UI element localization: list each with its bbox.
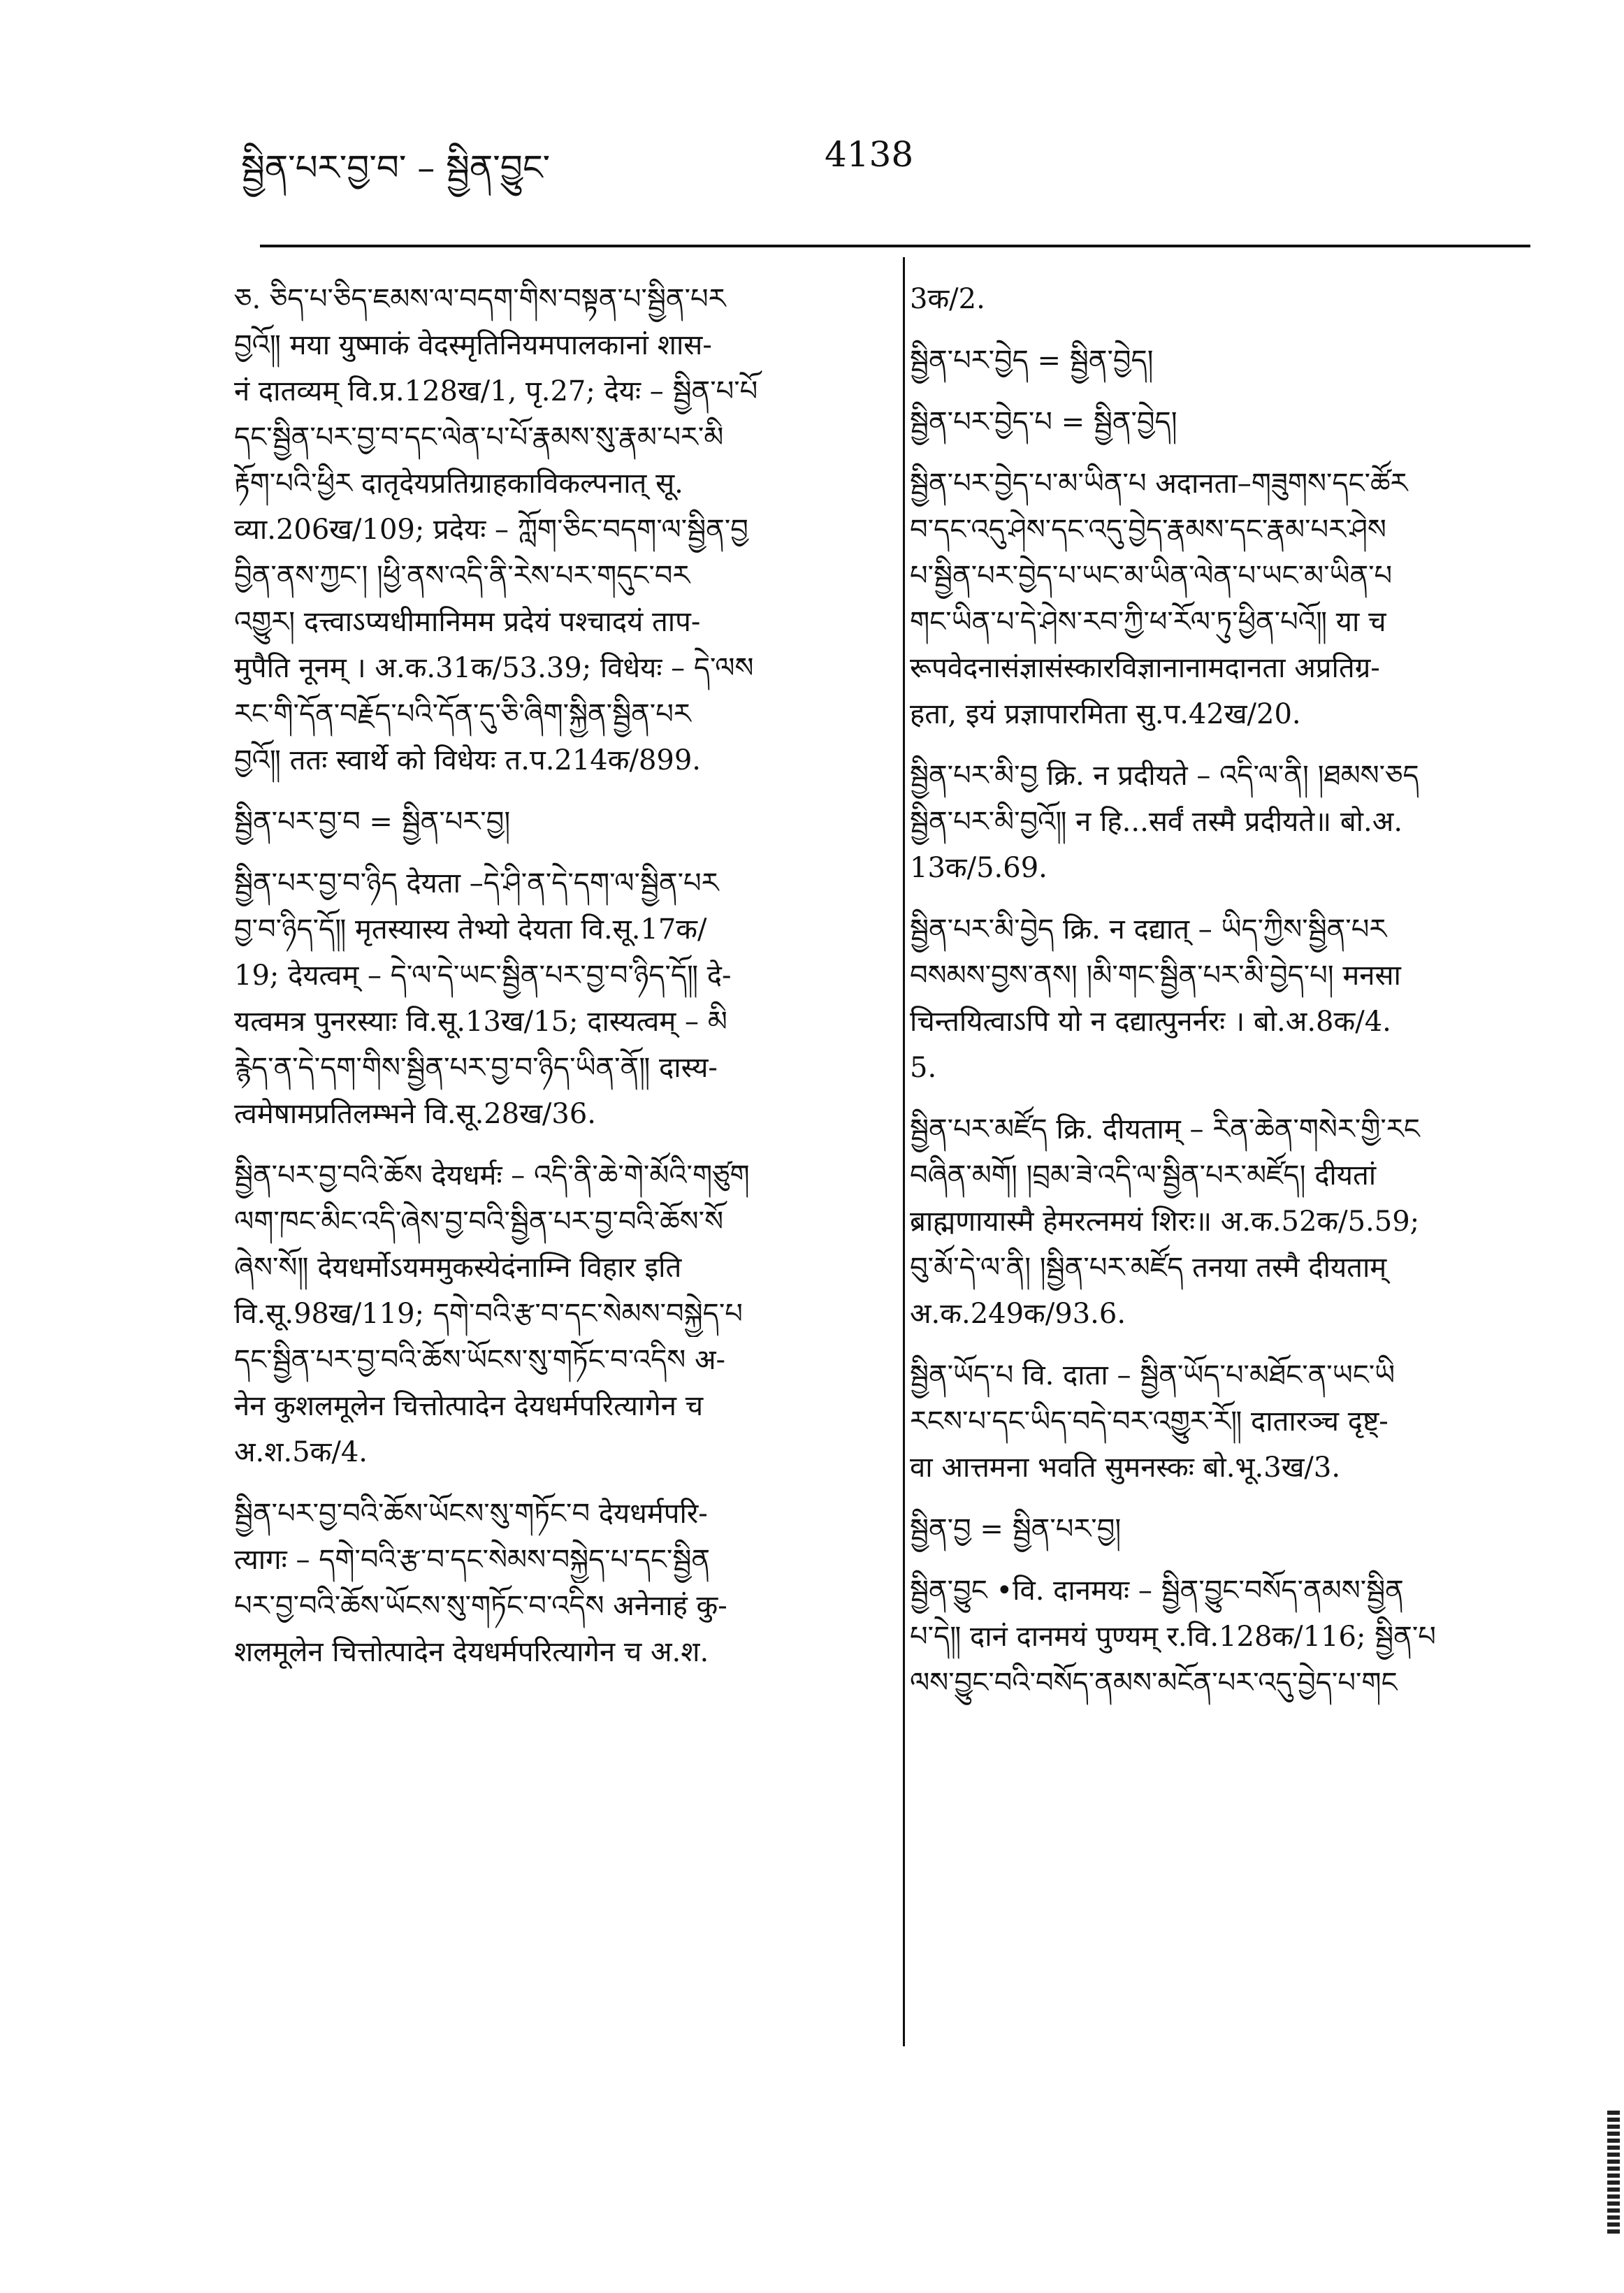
- entry-line: 19; देयत्वम् – དེ་ལ་དེ་ཡང་སྦྱིན་པར་བྱ་བ་ཉིད་དོ༎ दे-: [234, 960, 732, 992]
- entry-line: मुपैति नूनम् । अ.क.31क/53.39; विधेयः – དེ་ལས: [234, 652, 754, 684]
- entry-line: བྱ་བ་ཉིད་དོ༎ मृतस्यास्य तेभ्यो देयता वि.सू.17क/: [234, 913, 707, 946]
- entry-line: ལས་བྱུང་བའི་བསོད་ནམས་མངོན་པར་འདུ་བྱེད་པ་གང: [910, 1667, 1398, 1699]
- header-rule: [260, 245, 1530, 247]
- entry-line: नं दातव्यम् वि.प्र.128ख/1, पृ.27; देयः – སྦྱིན་པ་པོ: [234, 375, 758, 407]
- right-column: [910, 276, 1542, 1721]
- entry-line: 3क/2.: [910, 283, 985, 315]
- entry-line: པ་སྦྱིན་པར་བྱེད་པ་ཡང་མ་ཡིན་ལེན་པ་ཡང་མ་ཡིན་པ: [910, 560, 1393, 592]
- entry-line: वि.सू.98ख/119; དགེ་བའི་རྩ་བ་དང་སེམས་བསྐྱེད་པ: [234, 1298, 743, 1330]
- entry-line: པར་བྱ་བའི་ཆོས་ཡོངས་སུ་གཏོང་བ་འདིས अनेनाहं कु-: [234, 1590, 727, 1622]
- entry-line: པ་དེ༎ दानं दानमयं पुण्यम् र.वि.128क/116; སྦྱིན་པ: [910, 1621, 1436, 1653]
- entry-line: हता, इयं प्रज्ञापारमिता सु.प.42ख/20.: [910, 698, 1301, 730]
- entry-line: སྦྱིན་བྱ = སྦྱིན་པར་བྱ།: [910, 1513, 1122, 1545]
- entry-line: ཞེས་སོ༎ देयधर्मोऽयममुकस्येदंनाम्नि विहार इति: [234, 1252, 682, 1284]
- entry-line: ब्राह्मणायास्मै हेमरत्नमयं शिरः॥ अ.क.52क/5.59;: [910, 1206, 1420, 1238]
- column-rule: [903, 257, 905, 2046]
- dictionary-entry: [910, 461, 1542, 737]
- entry-line: རང་གི་དོན་བརྗོད་པའི་དོན་དུ་ཅི་ཞིག་སྐྱིན་སྦྱིན་པར: [234, 698, 691, 730]
- entry-line: བ་དང་འདུ་ཤེས་དང་འདུ་བྱེད་རྣམས་དང་རྣམ་པར་ཤེས: [910, 514, 1386, 546]
- dictionary-entry: [910, 399, 1542, 445]
- entry-line: དང་སྦྱིན་པར་བྱ་བ་དང་ལེན་པ་པོ་རྣམས་སུ་རྣམ་པར་མི: [234, 421, 724, 454]
- entry-line: ལག་ཁང་མིང་འདི་ཞེས་བྱ་བའི་སྦྱིན་པར་བྱ་བའི་ཆོས་སོ: [234, 1206, 724, 1238]
- entry-line: བྱིན་ནས་ཀྱང་། །ཕྱི་ནས་འདི་ནི་རེས་པར་གདུང་བར: [234, 560, 690, 592]
- dictionary-entry: [234, 1491, 887, 1675]
- entry-line: त्यागः – དགེ་བའི་རྩ་བ་དང་སེམས་བསྐྱེད་པ་དང་སྦྱིན: [234, 1544, 711, 1576]
- entry-line: དང་སྦྱིན་པར་བྱ་བའི་ཆོས་ཡོངས་སུ་གཏོང་བ་འདིས अ-: [234, 1344, 726, 1376]
- entry-line: སྦྱིན་པར་མཛོད क्रि. दीयताम् – རིན་ཆེན་གསེར་གྱི་རང: [910, 1113, 1420, 1145]
- entry-line: སྦྱིན་པར་བྱེད = སྦྱིན་བྱེད།: [910, 345, 1154, 377]
- entry-line: བྱའོ༎ मया युष्माकं वेदस्मृतिनियमपालकानां शास-: [234, 329, 712, 361]
- entry-line: रूपवेदनासंज्ञासंस्कारविज्ञानानामदानता अप्रतिग्र-: [910, 652, 1380, 684]
- dictionary-entry: [910, 753, 1542, 891]
- dictionary-entry: [910, 338, 1542, 384]
- entry-line: शलमूलेन चित्तोत्पादेन देयधर्मपरित्यागेन च अ.श.: [234, 1636, 709, 1668]
- entry-line: འགྱུར། दत्त्वाऽप्यधीमानिमम प्रदेयं पश्चादयं ताप-: [234, 606, 701, 638]
- entry-line: རངས་པ་དང་ཡིད་བདེ་བར་འགྱུར་རོ༎ दातारञ्च दृष्ट्-: [910, 1405, 1389, 1438]
- entry-line: བསམས་བྱས་ནས། །མི་གང་སྦྱིན་པར་མི་བྱེད་པ། मनसा: [910, 960, 1401, 992]
- entry-line: སྦྱིན་ཡོད་པ वि. दाता – སྦྱིན་ཡོད་པ་མཐོང་ན་ཡང་ཡི: [910, 1359, 1395, 1391]
- dictionary-entry: [910, 1106, 1542, 1337]
- entry-line: རྟོག་པའི་ཕྱིར दातृदेयप्रतिग्राहकाविकल्पनात् सू.: [234, 468, 683, 500]
- entry-line: སྦྱིན་པར་མི་བྱའོ༎ न हि...सर्वं तस्मै प्रदीयते॥ बो.अ.: [910, 806, 1403, 838]
- entry-line: སྦྱིན་པར་མི་བྱ क्रि. न प्रदीयते – འདི་ལ་ནི། །ཐམས་ཅད: [910, 760, 1419, 792]
- entry-line: སྦྱིན་པར་བྱེད་པ = སྦྱིན་བྱེད།: [910, 406, 1177, 438]
- left-column: [234, 276, 887, 1691]
- dictionary-entry: [910, 1506, 1542, 1552]
- dictionary-entry: [234, 1152, 887, 1475]
- entry-line: སྦྱིན་པར་བྱ་བའི་ཆོས देयधर्मः – འདི་ནི་ཆེ་གེ་མོའི་གཙུག: [234, 1159, 750, 1192]
- entry-line: སྦྱིན་པར་བྱ་བ་ཉིད देयता –དེ་ཤི་ན་དེ་དག་ལ་སྦྱིན་པར: [234, 867, 719, 899]
- entry-line: གང་ཡིན་པ་དེ་ཤེས་རབ་ཀྱི་ཕ་རོལ་ཏུ་ཕྱིན་པའོ༎ या च: [910, 606, 1386, 638]
- entry-line: བུ་མོ་དེ་ལ་ནི། །སྦྱིན་པར་མཛོད तनया तस्मै दीयताम्: [910, 1252, 1387, 1284]
- dictionary-entry: [234, 276, 887, 783]
- entry-line: སྦྱིན་པར་བྱ་བའི་ཆོས་ཡོངས་སུ་གཏོང་བ देयधर्मपरि-: [234, 1498, 708, 1530]
- entry-line: བྱའོ༎ ततः स्वार्थे को विधेयः त.प.214क/899.: [234, 744, 702, 776]
- entry-line: 13क/5.69.: [910, 852, 1047, 884]
- entry-line: སྦྱིན་པར་བྱ་བ = སྦྱིན་པར་བྱ།: [234, 806, 511, 838]
- dictionary-entry: [910, 1568, 1542, 1706]
- entry-line: སྦྱིན་པར་བྱེད་པ་མ་ཡིན་པ अदानता–གཟུགས་དང་ཚོར: [910, 468, 1408, 500]
- header-left-title: སྦྱིན་པར་བྱ་བ་ – སྦྱིན་བྱུང་: [241, 147, 551, 188]
- entry-line: अ.श.5क/4.: [234, 1436, 368, 1468]
- page-number: 4138: [825, 134, 914, 175]
- entry-line: 5.: [910, 1052, 937, 1084]
- dictionary-entry: [910, 276, 1542, 322]
- entry-line: चिन्तयित्वाऽपि यो न दद्यात्पुनर्नरः । बो.अ.8क/4.: [910, 1006, 1391, 1038]
- dictionary-entry: [234, 860, 887, 1137]
- entry-line: ཅ. ཅིད་པ་ཅིད་ཇམས་ལ་བདག་གིས་བསྟན་པ་སྦྱིན་པར: [234, 283, 726, 315]
- entry-line: སྦྱིན་བྱུང •वि. दानमयः – སྦྱིན་བྱུང་བསོད་ནམས་སྦྱིན: [910, 1575, 1404, 1607]
- entry-line: अ.क.249क/93.6.: [910, 1298, 1126, 1330]
- dictionary-entry: [234, 799, 887, 845]
- dictionary-entry: [910, 1352, 1542, 1491]
- entry-line: རྙེད་ན་དེ་དག་གིས་སྦྱིན་པར་བྱ་བ་ཉིད་ཡིན་ནོ༎ दास्य-: [234, 1052, 718, 1084]
- entry-line: བཞིན་མགོ། །བྲམ་ཟེ་འདི་ལ་སྦྱིན་པར་མཛོད། दीयतां: [910, 1159, 1377, 1192]
- entry-line: त्वमेषामप्रतिलम्भने वि.सू.28ख/36.: [234, 1098, 597, 1130]
- dictionary-entry: [910, 906, 1542, 1091]
- entry-line: नेन कुशलमूलेन चित्तोत्पादेन देयधर्मपरित्यागेन च: [234, 1390, 704, 1422]
- entry-line: व्या.206ख/109; प्रदेयः – ཀློག་ཅིང་བདག་ལ་སྦྱིན་བྱ: [234, 514, 748, 546]
- margin-scan-mark: [1607, 2111, 1620, 2236]
- entry-line: यत्वमत्र पुनरस्याः वि.सू.13ख/15; दास्यत्वम् – མི: [234, 1006, 727, 1038]
- entry-line: वा आत्तमना भवति सुमनस्कः बो.भू.3ख/3.: [910, 1452, 1341, 1484]
- entry-line: སྦྱིན་པར་མི་བྱེད क्रि. न दद्यात् – ཡིད་ཀྱིས་སྦྱིན་པར: [910, 913, 1387, 946]
